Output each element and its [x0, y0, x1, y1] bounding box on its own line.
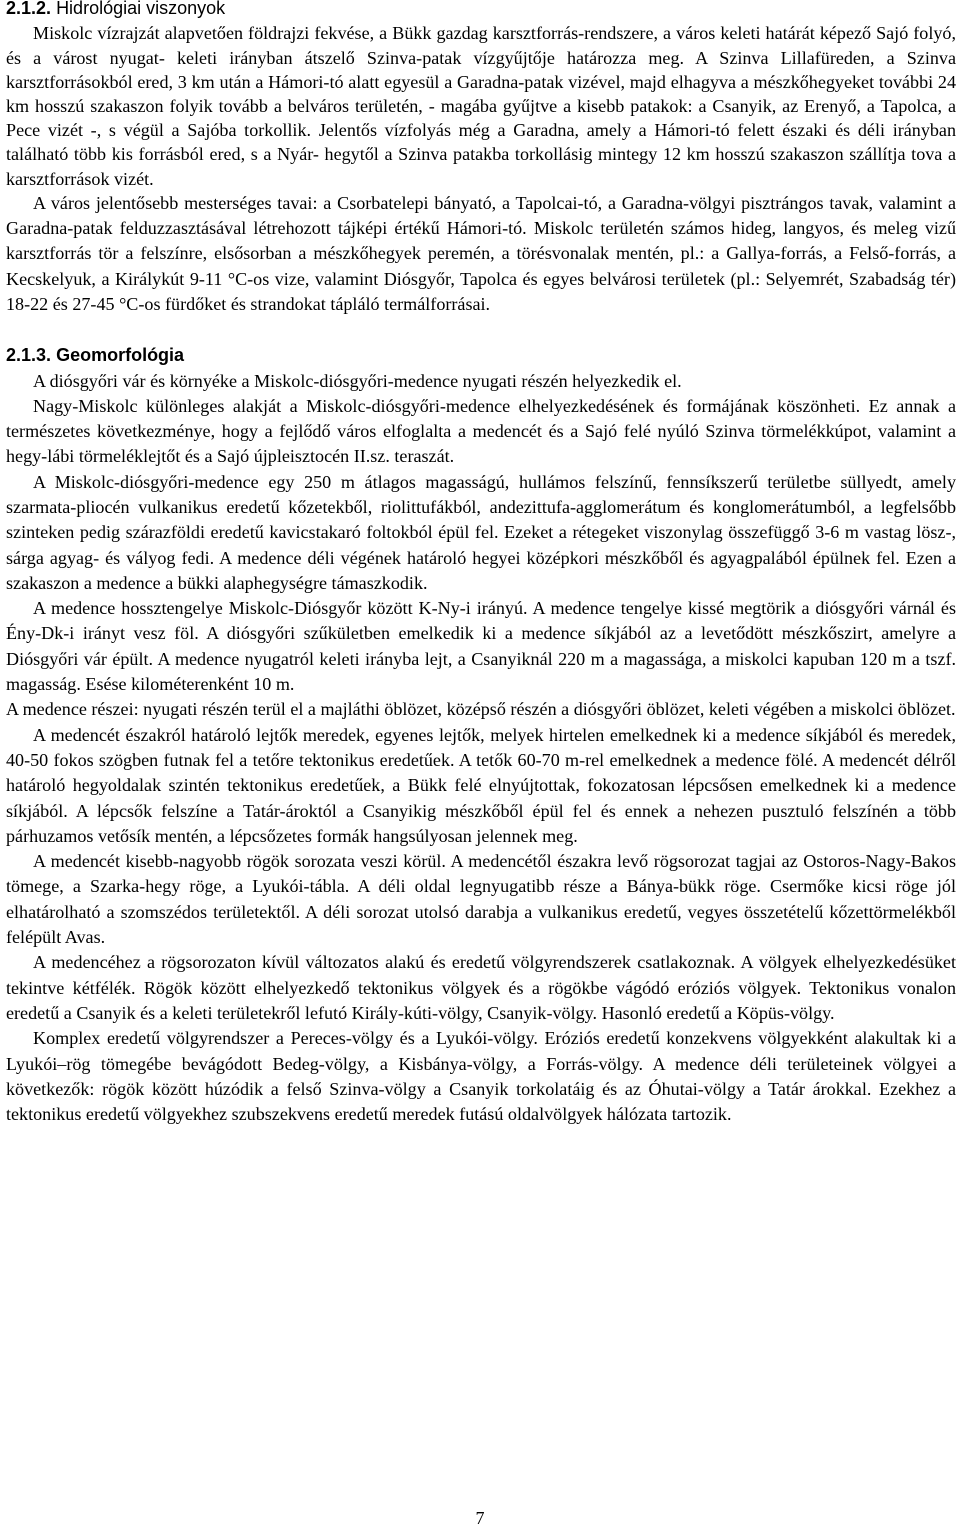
- section-number: 2.1.2.: [6, 0, 52, 18]
- spacer: [6, 317, 956, 343]
- section-number: 2.1.3.: [6, 345, 52, 366]
- paragraph: Miskolc vízrajzát alapvetően földrajzi fekvése, a Bükk gazdag karsztforrás-rendszere, a város keleti határát képező Sajó folyó, és a várost nyugat- keleti irányban átszelő Szinva-patak vízgyűjtője határozza meg. A Szinva Lillafüreden, a Szinva karsztforrásokból ered, 3 km után a Hámori-tó alatt egyesül a Garadna-patak vizével, majd elhagyva a mészkőhegyeket további 24 km hosszú szakaszon folyik tovább a belváros területén, - magába gyűjtve a kisebb patakok: a Csanyik, az Erenyő, a Tapolca, a Pece vizét -, s végül a Sajóba torkollik. Jelentős vízfolyás még a Garadna, amely a Hámori-tó felett északi és déli irányban található több kis forrásból ered, s a Nyár- hegytől a Szinva patakba torkollásig mintegy 12 km hosszú szakaszon szállítja tova a karsztforrások vizét.: [6, 23, 956, 189]
- page-number: 7: [475, 1508, 485, 1528]
- section-title: Geomorfológia: [56, 345, 185, 366]
- document-page: [6, 0, 956, 1127]
- paragraph: Komplex eredetű völgyrendszer a Pereces-völgy és a Lyukói-völgy. Eróziós eredetű konzekvens völgyekként alakultak ki a Lyukói–rög tömegébe bevágódott Bedeg-völgy, a Kisbánya-völgy, a Forrás-völgy. A medence déli területeinek völgyei a következők: rögök között húzódik a felső Szinva-völgy a Csanyik torkolatáig és az Óhutai-völgy a Tatár árokkal. Ezekhez a tektonikus eredetű völgyekhez szubszekvens eredetű meredek futású oldalvölgyek hálózata tartozik.: [6, 1028, 956, 1125]
- paragraph: A medence hossztengelye Miskolc-Diósgyőr között K-Ny-i irányú. A medence tengelye kissé megtörik a diósgyőri várnál és Ény-Dk-i irányt vesz föl. A diósgyőri szűkületben emelkedik ki a medence síkjából az a levetődött mészkőszirt, amelyre a Diósgyőri vár épült. A medence nyugatról keleti irányba lejt, a Csanyiknál 220 m a magassága, a miskolci kapuban 120 m a tszf. magasság. Esése kilométerenként 10 m.: [6, 598, 956, 695]
- paragraph: A medence részei: nyugati részén terül el a majláthi öblözet, középső részén a diósgyőri öblözet, keleti végében a miskolci öblözet.: [6, 699, 956, 720]
- section-heading-geomorphology: [6, 343, 956, 368]
- paragraph: A medencéhez a rögsorozaton kívül változatos alakú és eredetű völgyrendszerek csatlakoznak. A völgyek elhelyezkedésüket tekintve kétfélék. Rögök között elhelyezkedő tektonikus völgyek és a rögökbe vágódó eróziós völgyek. Tektonikus vonalon eredetű a Csanyik és a keleti területekről lefutó Király-kúti-völgy, Csanyik-völgy. Hasonló eredetű a Köpüs-völgy.: [6, 952, 956, 1023]
- paragraph: A diósgyőri vár és környéke a Miskolc-diósgyőri-medence nyugati részén helyezkedik el.: [33, 370, 682, 391]
- paragraph: A Miskolc-diósgyőri-medence egy 250 m átlagos magasságú, hullámos felszínű, fennsíkszerű területbe süllyedt, amely szarmata-pliocén vulkanikus eredetű kőzetekből, riolittufákból, andezittufa-agglomerátum és konglomerátumból, a legfelsőbb szinteken pedig szárazföldi eredetű kavicstakaró foltokból épül fel. Ezeket a rétegeket viszonylag összefüggő 3-6 m vastag lösz-, sárga agyag- és vályog fedi. A medence déli végének határoló hegyei középkori mészkőből és agyagpalából épülnek fel. Ezen a szakaszon a medence a bükki alaphegységre támaszkodik.: [6, 471, 956, 593]
- paragraph: A medencét északról határoló lejtők meredek, egyenes lejtők, melyek hirtelen emelkednek ki a medence síkjából és meredek, 40-50 fokos szögben futnak fel a tetőre tektonikus eredetűek. A tetők 60-70 m-rel emelkednek a medence fölé. A medencét délről határoló hegyoldalak szintén tektonikus eredetűek, a Bükk felé elnyújtottak, fokozatosan lépcsősen emelkednek ki a medence síkjából. A lépcsők felszíne a Tatár-ároktól a Csanyikig mészkőből épül fel és ennek a nehezen pusztuló felszínén a több párhuzamos vetősík mentén, a lépcsőzetes formák hangsúlyosan jelennek meg.: [6, 724, 956, 846]
- paragraph: Nagy-Miskolc különleges alakját a Miskolc-diósgyőri-medence elhelyezkedésének és formájának köszönheti. Ez annak a természetes következménye, hogy a fejlődő város elfoglalta a medencét és a Sajó felé nyúló Szinva törmelékkúpot, valamint a hegy-lábi törmeléklejtőt és a Sajó újpleisztocén II.sz. teraszát.: [6, 395, 956, 467]
- section-heading-hydrology: [6, 0, 956, 21]
- paragraph: A medencét kisebb-nagyobb rögök sorozata veszi körül. A medencétől északra levő rögsorozat tagjai az Ostoros-Nagy-Bakos tömege, a Szarka-hegy röge, a Lyukói-tábla. A déli oldal legnyugatibb része a Bánya-bükk röge. Csermőke kicsi röge jól elhatárolható a szomszédos területektől. A déli sorozat utolsó darabja a vulkanikus eredetű, vegyes összetételű kőzettörmelékből felépült Avas.: [6, 851, 956, 948]
- section-title: Hidrológiai viszonyok: [56, 0, 226, 18]
- paragraph: A város jelentősebb mesterséges tavai: a Csorbatelepi bányató, a Tapolcai-tó, a Garadna-völgyi pisztrángos tavak, valamint a Garadna-patak felduzzasztásával létrehozott tájképi értékű Hámori-tó. Miskolc területén számos hideg, langyos, és meleg vizű karsztforrás tör a felszínre, elsősorban a mészkőhegyek peremén, a törésvonalak mentén, pl.: a Gallya-forrás, a Felső-forrás, a Kecskelyuk, a Királykút 9-11 °C-os vize, valamint Diósgyőr, Tapolca és egyes belvárosi területek (pl.: Selyemrét, Szabadság tér) 18-22 és 27-45 °C-os fürdőket és strandokat tápláló termálforrásai.: [6, 192, 956, 314]
